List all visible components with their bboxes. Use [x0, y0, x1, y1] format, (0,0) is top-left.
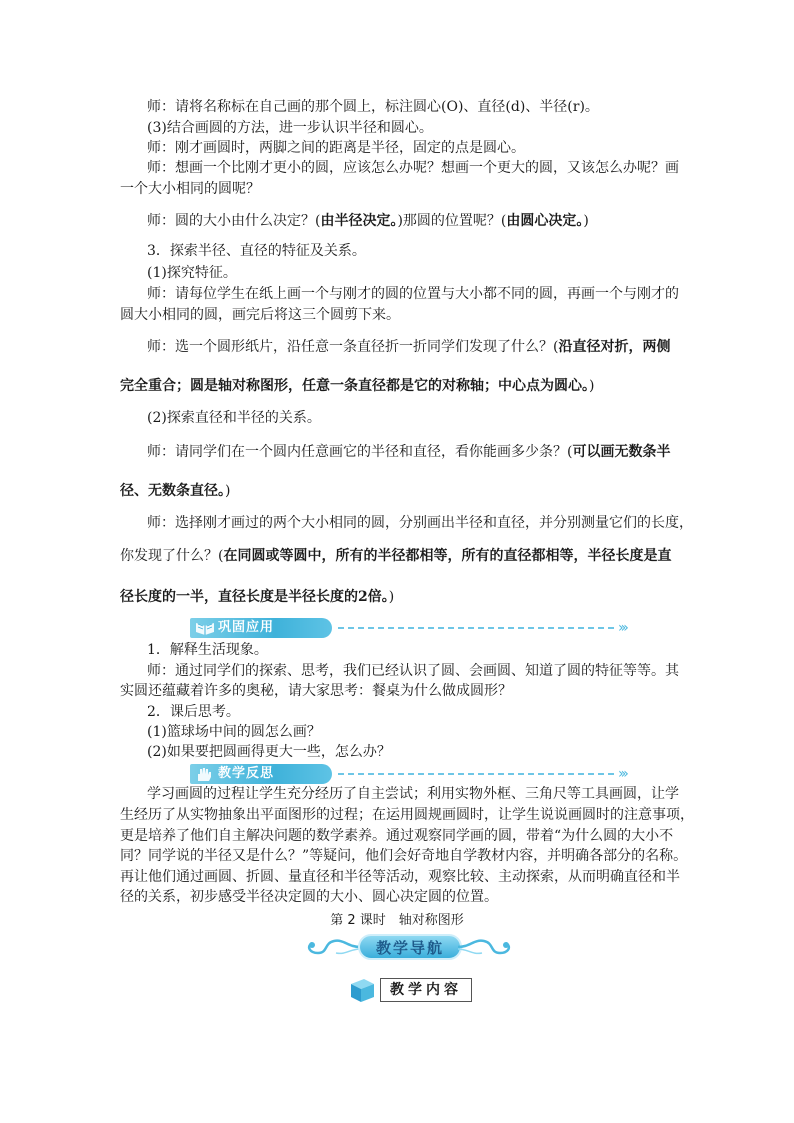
answer-text: 完全重合；圆是轴对称图形，任意一条直径都是它的对称轴；中心点为圆心。: [120, 378, 589, 394]
divider: [338, 773, 614, 775]
text-span: ): [388, 589, 395, 605]
answer-text: 沿直径对折，两侧: [558, 339, 671, 355]
banner-label: 教学反思: [218, 766, 275, 781]
section-banner-reflection: [190, 764, 640, 784]
divider: [338, 627, 614, 629]
nav-ribbon: [300, 934, 516, 960]
text-span: 师：圆的大小由什么决定？(: [147, 213, 321, 229]
answer-text: 由圆心决定。: [506, 213, 584, 229]
text-span: 径的关系，初步感受半径决定圆的大小、圆心决定圆的位置。: [120, 889, 498, 905]
text-span: (1)篮球场中间的圆怎么画？: [147, 724, 321, 740]
text-span: 生经历了从实物抽象出平面图形的过程；在运用圆规画圆时，让学生说说画圆时的注意事项，: [120, 807, 694, 823]
answer-text: 径长度的一半，直径长度是半径长度的2倍。: [120, 589, 389, 605]
text-span: 实圆还蕴藏着许多的奥秘，请大家思考：餐桌为什么做成圆形？: [120, 683, 512, 699]
content-label: 教学内容: [380, 978, 472, 1002]
answer-text: 径、无数条直径。: [120, 483, 225, 499]
text-span: 你发现了什么？(: [120, 548, 224, 564]
text-line-mixed: [120, 481, 230, 501]
nav-title: 教学导航: [375, 939, 444, 957]
text-line-mixed: [147, 442, 670, 462]
text-span: )那圆的位置呢？(: [397, 213, 507, 229]
text-span: 师：请同学们在一个圆内任意画它的半径和直径，看你能画多少条？(: [147, 444, 573, 460]
text-span: 2．课后思考。: [147, 704, 240, 720]
text-span: 师：想画一个比刚才更小的圆，应该怎么办呢？想画一个更大的圆，又该怎么办呢？画: [147, 160, 679, 176]
text-line-mixed: [120, 376, 594, 396]
text-span: 3．探索半径、直径的特征及关系。: [147, 243, 366, 259]
text-span: ): [225, 483, 231, 499]
cube-icon: [348, 976, 376, 1004]
text-span: 师：通过同学们的探索、思考，我们已经认识了圆、会画圆、知道了圆的特征等等。其: [147, 663, 679, 679]
text-span: 再让他们通过画圆、折圆、量直径和半径等活动，观察比较、主动探索，从而明确直径和半: [120, 869, 680, 885]
text-span: 师：选一个圆形纸片，沿任意一条直径折一折同学们发现了什么？(: [147, 339, 559, 355]
text-span: 师：请每位学生在纸上画一个与刚才的圆的位置与大小都不同的圆，再画一个与刚才的: [147, 286, 679, 302]
text-span: (2)探索直径和半径的关系。: [147, 410, 321, 426]
lesson-title: 第 2 课时 轴对称图形: [330, 913, 464, 928]
text-span: ): [589, 378, 595, 394]
ribbon-swirl-left-icon: [300, 937, 360, 957]
answer-text: 在同圆或等圆中，所有的半径都相等，所有的直径都相等，半径长度是直: [223, 548, 672, 564]
banner-tag: [190, 764, 332, 784]
text-line-mixed: [147, 337, 670, 357]
text-span: 圆大小相同的圆，画完后将这三个圆剪下来。: [120, 307, 400, 323]
content-heading: [348, 976, 474, 1004]
text-line-mixed: [120, 546, 671, 566]
text-line-mixed: [147, 211, 589, 231]
text-span: 一个大小相同的圆呢？: [120, 181, 260, 197]
nav-title-pill: [358, 934, 462, 960]
text-span: 学习画圆的过程让学生充分经历了自主尝试；利用实物外框、三角尺等工具画圆，让学: [147, 786, 679, 802]
text-span: (3)结合画圆的方法，进一步认识半径和圆心。: [147, 120, 433, 136]
text-span: (1)探究特征。: [147, 265, 237, 281]
text-span: 同？同学说的半径又是什么？”等疑问，他们会好奇地自学教材内容，并明确各部分的名称。: [120, 848, 688, 864]
banner-tag: [190, 618, 332, 638]
book-icon: [194, 620, 216, 636]
ribbon-swirl-right-icon: [458, 937, 518, 957]
text-span: 更是培养了他们自主解决问题的数学素养。通过观察同学画的圆，带着“为什么圆的大小不: [120, 828, 674, 844]
hand-icon: [194, 766, 216, 782]
arrow-icon: ›››: [618, 766, 626, 782]
banner-label: 巩固应用: [218, 620, 275, 635]
answer-text: 由半径决定。: [320, 213, 398, 229]
text-span: 师：刚才画圆时，两脚之间的距离是半径，固定的点是圆心。: [147, 140, 525, 156]
text-span: 师：请将名称标在自己画的那个圆上，标注圆心(O)、直径(d)、半径(r)。: [147, 99, 599, 115]
text-span: 1．解释生活现象。: [147, 642, 268, 658]
text-span: ): [583, 213, 589, 229]
answer-text: 可以画无数条半: [572, 444, 671, 460]
text-line-mixed: [120, 587, 394, 607]
arrow-icon: ›››: [618, 620, 626, 636]
text-span: (2)如果要把圆画得更大一些，怎么办？: [147, 744, 391, 760]
section-banner-consolidate: [190, 618, 640, 638]
text-span: 师：选择刚才画过的两个大小相同的圆，分别画出半径和直径，并分别测量它们的长度，: [147, 515, 693, 531]
